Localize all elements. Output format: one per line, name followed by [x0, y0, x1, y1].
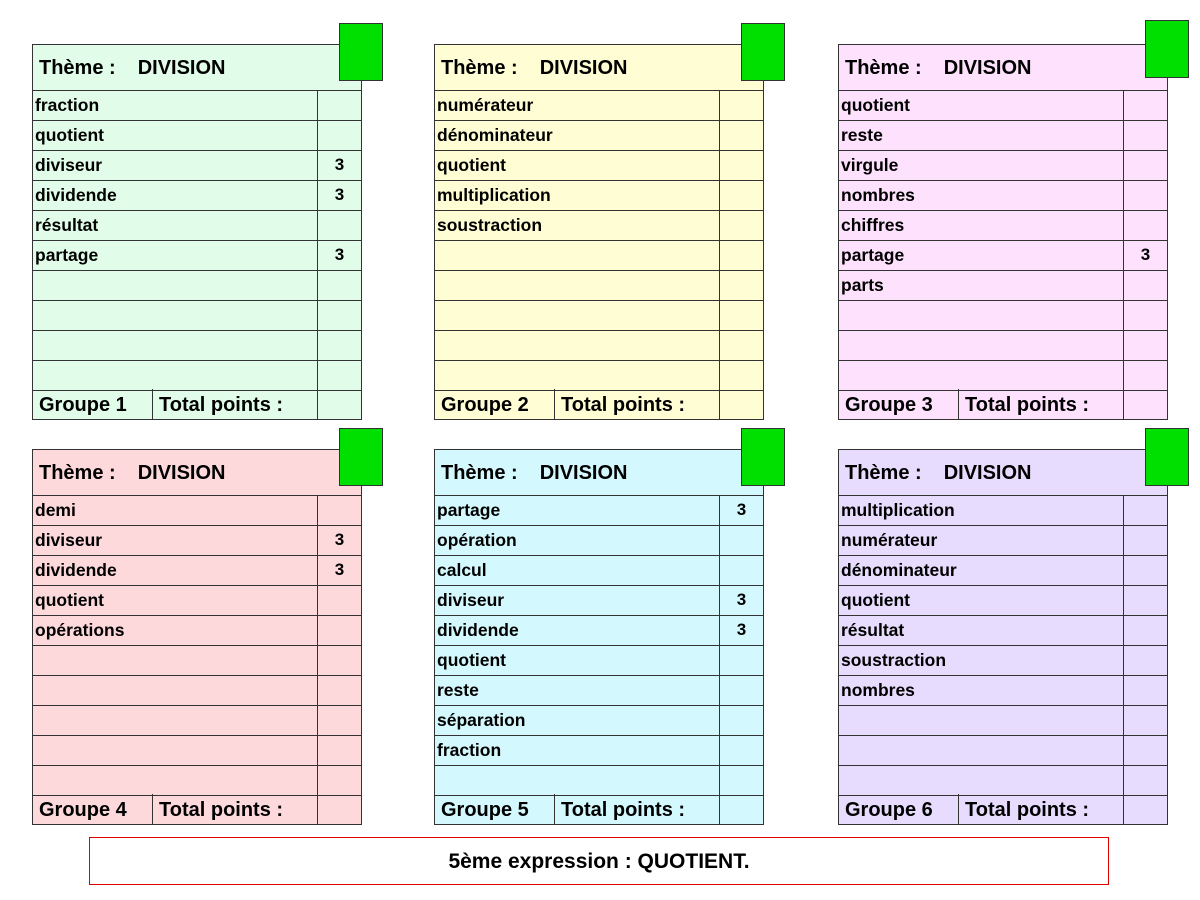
- word-cell: fraction: [437, 740, 502, 760]
- word-row: [839, 211, 1167, 241]
- word-cell: virgule: [841, 155, 899, 175]
- word-list: [33, 91, 361, 391]
- word-row: [435, 616, 763, 646]
- theme-value: DIVISION: [943, 462, 1032, 484]
- points-cell: [317, 271, 361, 300]
- green-tab-3: [1145, 20, 1189, 78]
- word-row: [33, 121, 361, 151]
- points-cell: [317, 586, 361, 615]
- points-cell: [1123, 211, 1167, 240]
- points-cell: [1123, 706, 1167, 735]
- theme-value: DIVISION: [943, 57, 1032, 79]
- word-row: [33, 496, 361, 526]
- word-cell: dividende: [437, 620, 519, 640]
- word-row: [435, 646, 763, 676]
- group-label: Groupe 6: [839, 794, 959, 824]
- points-cell: [719, 271, 763, 300]
- theme-label: Thème :: [441, 57, 518, 79]
- word-list: [839, 91, 1167, 391]
- word-list: [435, 91, 763, 391]
- word-row: [839, 526, 1167, 556]
- word-cell: diviseur: [35, 155, 103, 175]
- points-cell: [719, 766, 763, 795]
- points-cell: [317, 706, 361, 735]
- word-row: [435, 586, 763, 616]
- word-cell: partage: [841, 245, 905, 265]
- word-cell: reste: [841, 125, 883, 145]
- card-footer: [33, 389, 361, 419]
- word-row: [435, 121, 763, 151]
- points-cell: [1123, 556, 1167, 585]
- theme-label: Thème :: [39, 57, 116, 79]
- points-cell: [1123, 91, 1167, 120]
- word-cell: partage: [35, 245, 99, 265]
- total-points-label: Total points :: [159, 394, 284, 416]
- points-cell: [317, 496, 361, 525]
- word-row: [435, 331, 763, 361]
- points-cell: [317, 121, 361, 150]
- word-cell: résultat: [841, 620, 905, 640]
- points-cell: [719, 676, 763, 705]
- group-card-6: [838, 449, 1168, 825]
- points-cell: [719, 91, 763, 120]
- word-cell: chiffres: [841, 215, 905, 235]
- word-cell: partage: [437, 500, 501, 520]
- total-points-box: [317, 794, 361, 824]
- points-cell: 3: [317, 151, 361, 180]
- points-cell: [1123, 181, 1167, 210]
- theme-value: DIVISION: [539, 462, 628, 484]
- word-row: [435, 526, 763, 556]
- theme-value: DIVISION: [539, 57, 628, 79]
- word-cell: quotient: [35, 590, 105, 610]
- points-cell: 3: [317, 181, 361, 210]
- theme-value: DIVISION: [137, 57, 226, 79]
- total-points-box: [1123, 389, 1167, 419]
- word-cell: nombres: [841, 680, 915, 700]
- word-cell: multiplication: [841, 500, 955, 520]
- word-cell: soustraction: [437, 215, 543, 235]
- word-row: [435, 361, 763, 391]
- word-row: [33, 556, 361, 586]
- word-row: [839, 496, 1167, 526]
- points-cell: [719, 331, 763, 360]
- word-cell: quotient: [437, 650, 507, 670]
- word-row: [435, 496, 763, 526]
- word-list: [839, 496, 1167, 796]
- word-cell: diviseur: [35, 530, 103, 550]
- points-cell: [719, 556, 763, 585]
- word-row: [839, 646, 1167, 676]
- group-card-5: [434, 449, 764, 825]
- total-points-box: [719, 794, 763, 824]
- word-row: [435, 271, 763, 301]
- word-row: [33, 331, 361, 361]
- green-tab-2: [741, 23, 785, 81]
- points-cell: [1123, 361, 1167, 390]
- points-cell: 3: [719, 496, 763, 525]
- points-cell: [1123, 676, 1167, 705]
- points-cell: [1123, 586, 1167, 615]
- word-row: [839, 151, 1167, 181]
- green-tab-6: [1145, 428, 1189, 486]
- word-row: [33, 181, 361, 211]
- word-row: [435, 736, 763, 766]
- card-footer: [33, 794, 361, 824]
- card-footer: [839, 794, 1167, 824]
- word-row: [33, 91, 361, 121]
- word-row: [839, 331, 1167, 361]
- card-theme-title: [435, 45, 763, 91]
- word-row: [33, 526, 361, 556]
- word-cell: quotient: [437, 155, 507, 175]
- word-row: [839, 121, 1167, 151]
- word-cell: fraction: [35, 95, 100, 115]
- green-tab-1: [339, 23, 383, 81]
- word-cell: dénominateur: [437, 125, 553, 145]
- card-theme-title: [435, 450, 763, 496]
- points-cell: [1123, 121, 1167, 150]
- points-cell: [719, 706, 763, 735]
- word-cell: dividende: [35, 185, 117, 205]
- group-label: Groupe 5: [435, 794, 555, 824]
- word-row: [839, 736, 1167, 766]
- points-cell: [719, 361, 763, 390]
- word-row: [33, 616, 361, 646]
- word-row: [435, 676, 763, 706]
- total-points-label: Total points :: [561, 394, 686, 416]
- word-row: [33, 586, 361, 616]
- points-cell: [1123, 331, 1167, 360]
- total-points-box: [719, 389, 763, 419]
- word-row: [839, 91, 1167, 121]
- card-theme-title: [839, 450, 1167, 496]
- total-points-box: [1123, 794, 1167, 824]
- points-cell: [719, 301, 763, 330]
- points-cell: [1123, 496, 1167, 525]
- theme-value: DIVISION: [137, 462, 226, 484]
- word-row: [435, 706, 763, 736]
- word-row: [33, 271, 361, 301]
- word-row: [33, 151, 361, 181]
- points-cell: [317, 616, 361, 645]
- points-cell: [317, 766, 361, 795]
- word-row: [33, 676, 361, 706]
- points-cell: [1123, 616, 1167, 645]
- total-points-box: [317, 389, 361, 419]
- word-row: [839, 586, 1167, 616]
- word-cell: diviseur: [437, 590, 505, 610]
- theme-label: Thème :: [845, 57, 922, 79]
- group-label: Groupe 3: [839, 389, 959, 419]
- card-theme-title: [839, 45, 1167, 91]
- points-cell: [719, 181, 763, 210]
- total-points-label: Total points :: [965, 799, 1090, 821]
- word-row: [33, 301, 361, 331]
- points-cell: 3: [1123, 241, 1167, 270]
- points-cell: [719, 211, 763, 240]
- points-cell: [719, 646, 763, 675]
- word-row: [33, 736, 361, 766]
- word-row: [435, 211, 763, 241]
- points-cell: [719, 151, 763, 180]
- word-row: [435, 301, 763, 331]
- card-footer: [435, 794, 763, 824]
- group-card-2: [434, 44, 764, 420]
- word-row: [435, 151, 763, 181]
- points-cell: [719, 121, 763, 150]
- points-cell: [1123, 766, 1167, 795]
- word-row: [839, 271, 1167, 301]
- word-cell: soustraction: [841, 650, 947, 670]
- word-list: [435, 496, 763, 796]
- points-cell: [1123, 526, 1167, 555]
- points-cell: [317, 736, 361, 765]
- word-cell: dénominateur: [841, 560, 957, 580]
- points-cell: [317, 676, 361, 705]
- card-theme-title: [33, 45, 361, 91]
- word-cell: opérations: [35, 620, 125, 640]
- points-cell: [317, 301, 361, 330]
- word-cell: multiplication: [437, 185, 551, 205]
- points-cell: [719, 736, 763, 765]
- word-row: [33, 241, 361, 271]
- points-cell: 3: [317, 526, 361, 555]
- word-cell: demi: [35, 500, 76, 520]
- theme-label: Thème :: [39, 462, 116, 484]
- word-cell: séparation: [437, 710, 526, 730]
- word-cell: quotient: [35, 125, 105, 145]
- word-cell: parts: [841, 275, 884, 295]
- word-row: [435, 241, 763, 271]
- green-tab-4: [339, 428, 383, 486]
- points-cell: 3: [317, 556, 361, 585]
- word-row: [839, 301, 1167, 331]
- card-theme-title: [33, 450, 361, 496]
- word-cell: quotient: [841, 590, 911, 610]
- group-card-3: [838, 44, 1168, 420]
- word-cell: résultat: [35, 215, 99, 235]
- word-row: [839, 616, 1167, 646]
- card-footer: [435, 389, 763, 419]
- points-cell: [317, 91, 361, 120]
- word-row: [839, 706, 1167, 736]
- word-row: [839, 181, 1167, 211]
- points-cell: 3: [719, 586, 763, 615]
- theme-label: Thème :: [441, 462, 518, 484]
- word-row: [33, 646, 361, 676]
- points-cell: 3: [317, 241, 361, 270]
- word-row: [33, 706, 361, 736]
- points-cell: [719, 241, 763, 270]
- group-card-4: [32, 449, 362, 825]
- word-cell: calcul: [437, 560, 487, 580]
- word-row: [839, 241, 1167, 271]
- group-label: Groupe 2: [435, 389, 555, 419]
- total-points-label: Total points :: [159, 799, 284, 821]
- word-row: [33, 766, 361, 796]
- points-cell: [1123, 151, 1167, 180]
- word-row: [839, 556, 1167, 586]
- points-cell: 3: [719, 616, 763, 645]
- word-row: [435, 181, 763, 211]
- word-row: [435, 556, 763, 586]
- group-card-1: [32, 44, 362, 420]
- green-tab-5: [741, 428, 785, 486]
- points-cell: [1123, 736, 1167, 765]
- word-row: [839, 361, 1167, 391]
- expression-banner: 5ème expression : QUOTIENT.: [89, 837, 1109, 885]
- word-cell: nombres: [841, 185, 915, 205]
- word-cell: quotient: [841, 95, 911, 115]
- word-row: [435, 766, 763, 796]
- points-cell: [317, 646, 361, 675]
- points-cell: [1123, 271, 1167, 300]
- theme-label: Thème :: [845, 462, 922, 484]
- points-cell: [1123, 646, 1167, 675]
- word-cell: opération: [437, 530, 517, 550]
- total-points-label: Total points :: [965, 394, 1090, 416]
- word-row: [839, 676, 1167, 706]
- group-label: Groupe 1: [33, 389, 153, 419]
- word-row: [435, 91, 763, 121]
- word-list: [33, 496, 361, 796]
- word-cell: reste: [437, 680, 479, 700]
- word-row: [839, 766, 1167, 796]
- total-points-label: Total points :: [561, 799, 686, 821]
- word-cell: numérateur: [437, 95, 534, 115]
- word-row: [33, 361, 361, 391]
- group-label: Groupe 4: [33, 794, 153, 824]
- word-row: [33, 211, 361, 241]
- points-cell: [719, 526, 763, 555]
- points-cell: [1123, 301, 1167, 330]
- word-cell: numérateur: [841, 530, 938, 550]
- points-cell: [317, 211, 361, 240]
- word-cell: dividende: [35, 560, 117, 580]
- card-footer: [839, 389, 1167, 419]
- points-cell: [317, 361, 361, 390]
- points-cell: [317, 331, 361, 360]
